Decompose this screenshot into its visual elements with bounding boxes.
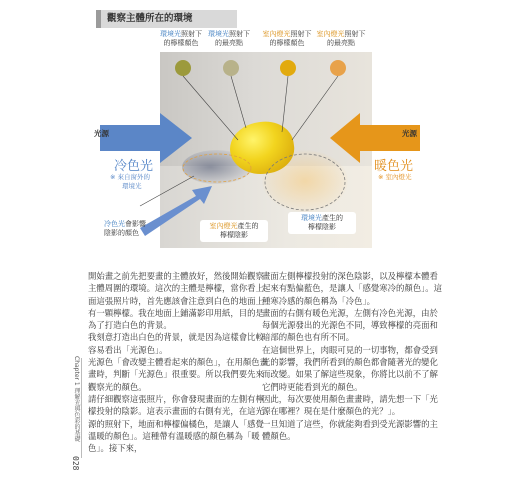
paragraph: 因此，每次要使用顏色畫畫時，請先想一下「光源在哪裡？現在是什麼顏色的光？」。 [262,393,438,417]
note-cool-shadow [104,220,160,238]
callout-rest: 照射下 [229,30,250,38]
left-source-label: 光源 [94,129,109,138]
paragraph: 一旦知道了這些，你就能夠看到受光源影響的主體顏色。 [262,418,438,441]
chapter-number: Chapter 1 [73,356,80,386]
paragraph: 光源色「會改變主體看起來的顏色」，在用顏色畫畫時，判斷「光源色」很重要。所以我們要先來觀察光的顏色。 [88,357,269,392]
callout-keyword: 室內燈光 [262,30,291,38]
chapter-label [70,356,80,442]
note-ambient-shadow [288,212,356,234]
warm-light-sub: ※ 室內燈光 [378,173,412,181]
body-column-left [88,270,270,454]
callout-line2: 的檸檬顏色 [163,39,199,47]
leader-line [231,76,246,128]
note-warm-shadow [200,220,268,242]
body-column-right [262,270,444,442]
leader-line [183,76,238,140]
note-line2: 檸檬陰影 [220,231,248,239]
callout-keyword: 室內燈光 [316,30,345,38]
leader-line [292,76,338,140]
callout-keyword: 環境光 [208,30,229,38]
cool-shadow-outline [183,154,251,182]
chapter-divider [81,358,82,458]
note-line2: 陰影的顏色 [104,229,139,237]
note-keyword: 環境光 [301,214,322,222]
paragraph: 在這個世界上，肉眼可見的一切事物，都會受到光的影響，我們所看到的顏色都會隨著光的變化而改變。如果了解這些現象，你將比以前不了解它們時更能看到光的顏色。 [262,344,438,392]
cool-light-title: 冷色光 [114,159,154,174]
note-keyword: 冷色光 [104,220,125,228]
cool-light-sub1: ※ 來自窗外的 [110,173,151,181]
paragraph: 畫面的右側有暖色光源，左側有冷色光源，由於每個光源發出的光源色不同，導致檸檬的亮面和暗部的顏色也有所不同。 [262,307,438,343]
page-number: 028 [71,456,80,471]
callout-rest: 照射下 [290,30,312,38]
paragraph: 畫面左側檸檬投射的深色陰影，以及檸檬本體看起來有點偏藍色，是讓人「感覺寒冷的顏色」。這種寒冷感的顏色稱為「冷色」。 [262,271,443,306]
paragraph: 我刻意打造出白色的背景，就是因為這樣會比較容易看出「光源色」。 [88,332,264,355]
paragraph: 開始畫之前先把要畫的主體放好，然後開始觀察主體周圍的環境。這次的主體是檸檬，當你看上面這張照片時，首先應該會注意到白色的地面上有一顆檸檬。我在地面上鋪滿影印用紙，目的是為了打造白色的背景。 [88,271,264,331]
callout-line2: 的檸檬顏色 [269,39,305,47]
note-keyword: 室內燈光 [209,222,238,230]
callout-line2: 的最亮點 [215,39,243,47]
paragraph: 請仔細觀察這張照片，你會發現畫面的左側有檸檬投射的陰影。這表示畫面的右側有光，在這光源的照射下，地面和檸檬偏橘色，是讓人「感覺溫暖的顏色」。這種帶有溫暖感的顏色稱為「暖色」。接下來， [88,393,264,454]
note-rest: 會影響 [125,220,146,228]
chapter-title: 理解光與色彩的基礎 [73,387,80,442]
section-header: 觀察主體所在的環境 [96,10,237,28]
callout-rest: 照射下 [181,30,202,38]
cool-light-sub2: 環境光 [122,182,142,190]
right-source-label: 光源 [402,129,417,138]
warm-light-title: 暖色光 [374,159,414,174]
note-rest: 產生的 [237,222,259,230]
note-rest: 產生的 [322,214,343,222]
leader-line [282,76,288,132]
callout-keyword: 環境光 [160,30,181,38]
warm-shadow-outline [265,154,345,210]
callout-rest: 照射下 [344,30,366,38]
note-line2: 檸檬陰影 [308,223,336,231]
callout-line2: 的最亮點 [327,39,355,47]
